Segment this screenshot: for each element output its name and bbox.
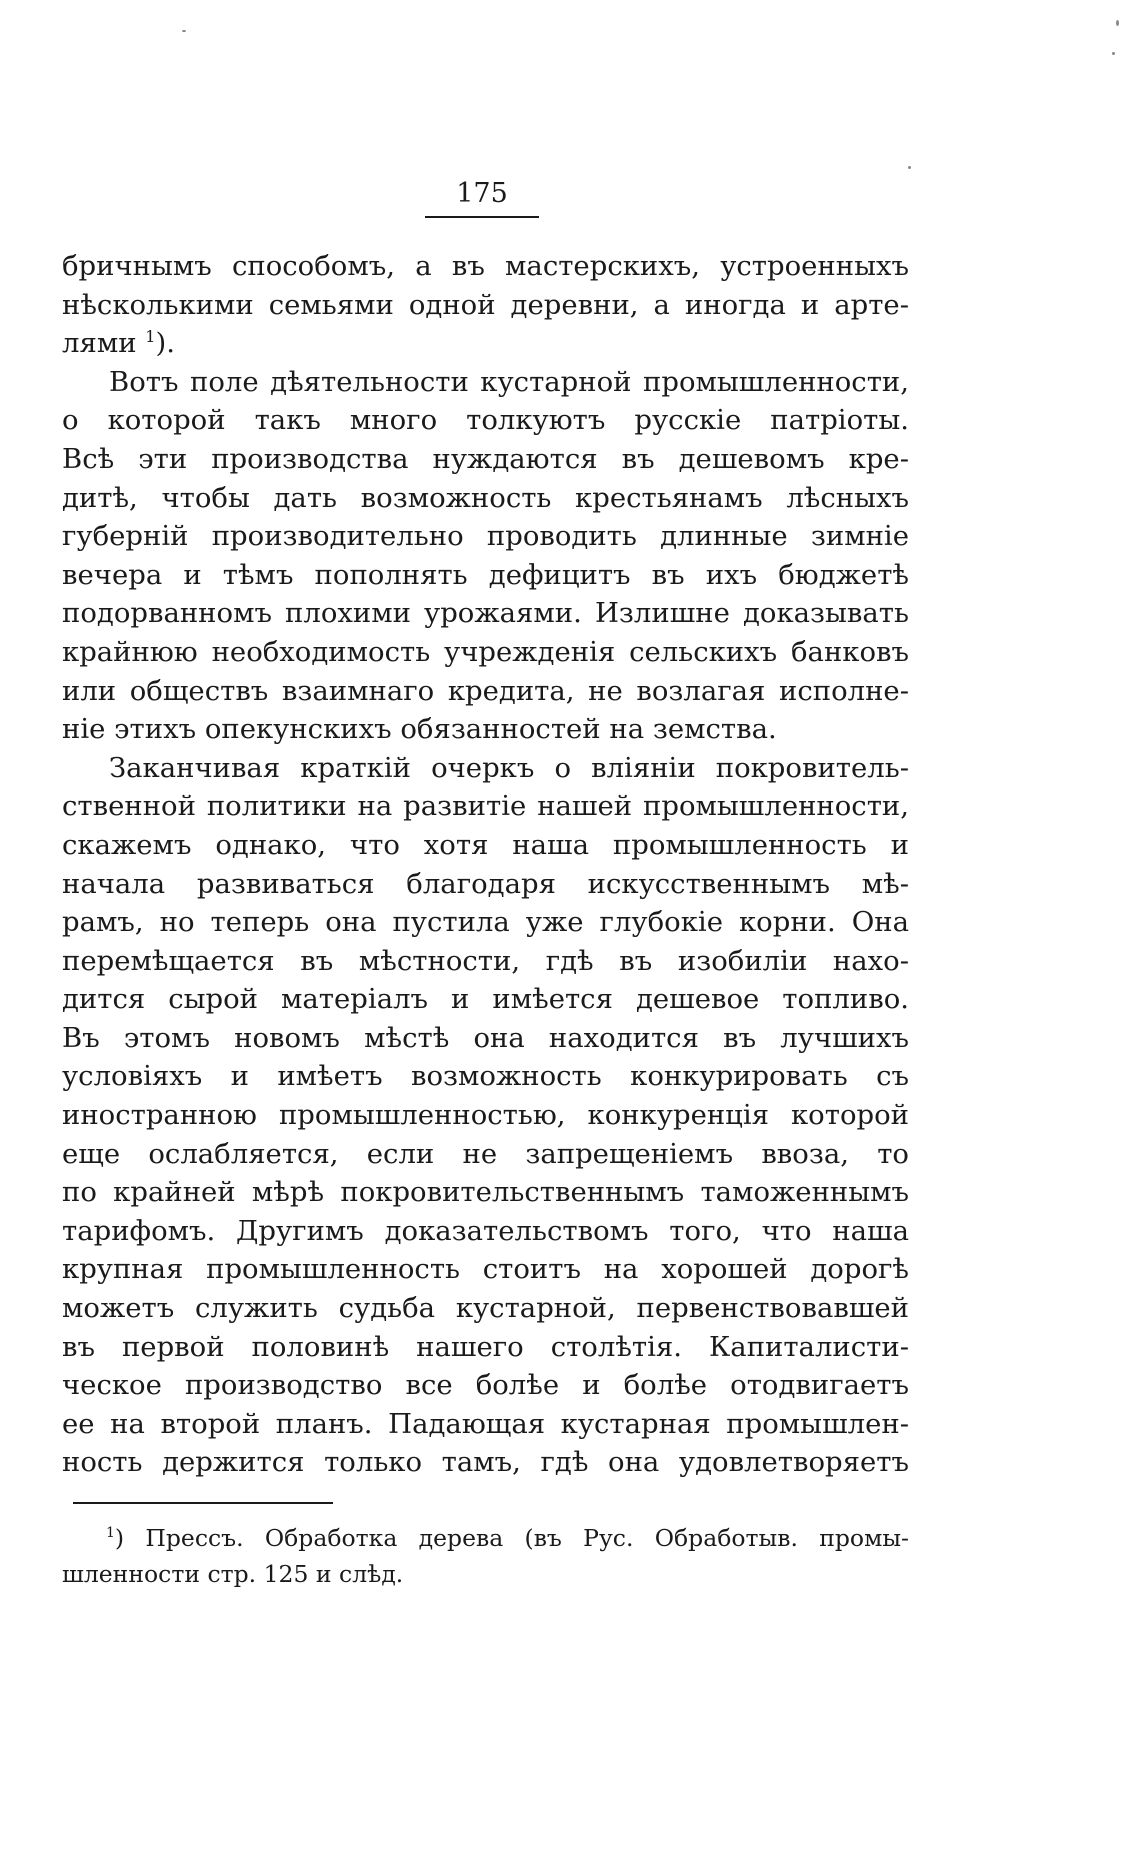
- text-line: нѣсколькими семьями одной деревни, а иногда и арте-: [62, 288, 909, 321]
- text-line: лями: [62, 327, 137, 360]
- text-line: еще ослабляется, если не запрещеніемъ ввоза, то: [62, 1137, 909, 1170]
- text-line: Вотъ поле дѣятельности кустарной промышленности,: [109, 365, 909, 398]
- scan-speck: [908, 166, 911, 169]
- text-line: бричнымъ способомъ, а въ мастерскихъ, устроенныхъ: [62, 250, 909, 282]
- footnote-reference: 1: [145, 327, 156, 347]
- text-line: можетъ служить судьба кустарной, первенствовавшей: [62, 1292, 909, 1325]
- text-line: ческое производство все болѣе и болѣе отодвигаетъ: [62, 1369, 909, 1402]
- footnote-line: шленности стр. 125 и слѣд.: [62, 1560, 404, 1588]
- text-line: крайнюю необходимость учрежденія сельскихъ банковъ: [62, 635, 909, 668]
- footnote: [62, 1520, 909, 1592]
- text-line: дится сырой матеріалъ и имѣется дешевое топливо.: [62, 983, 909, 1016]
- text-line: Всѣ эти производства нуждаются въ дешевомъ кре-: [62, 442, 909, 475]
- text-line: Заканчивая краткій очеркъ о вліяніи покровитель-: [109, 751, 909, 784]
- page-number: 175: [425, 176, 539, 218]
- text-line: тарифомъ. Другимъ доказательствомъ того, что наша: [62, 1214, 909, 1247]
- text-line: иностранною промышленностью, конкуренція которой: [62, 1099, 909, 1132]
- footnote-marker: 1: [106, 1525, 115, 1542]
- text-line: вечера и тѣмъ пополнять дефицитъ въ ихъ бюджетѣ: [62, 558, 909, 591]
- text-line: ніе этихъ опекунскихъ обязанностей на земства.: [62, 713, 777, 746]
- text-line: ственной политики на развитіе нашей промышленности,: [62, 790, 909, 823]
- text-line: подорванномъ плохими урожаями. Излишне доказывать: [62, 597, 909, 630]
- text-line: ее на второй планъ. Падающая кустарная промышлен-: [62, 1407, 909, 1440]
- text-line: дитѣ, чтобы дать возможность крестьянамъ лѣсныхъ: [62, 481, 909, 514]
- text-line: о которой такъ много толкуютъ русскіе патріоты.: [62, 404, 909, 437]
- footnote-divider: [73, 1502, 333, 1504]
- scan-speck: [182, 30, 186, 32]
- footnote-text: ) Прессъ. Обработка дерева (въ Рус. Обработыв. промы-: [114, 1524, 909, 1552]
- text-line: рамъ, но теперь она пустила уже глубокіе корни. Она: [62, 906, 909, 939]
- footnote-reference-close: ).: [155, 327, 175, 360]
- text-line: по крайней мѣрѣ покровительственнымъ таможеннымъ: [62, 1176, 909, 1209]
- footnote-line: [62, 1520, 909, 1556]
- text-line: Въ этомъ новомъ мѣстѣ она находится въ лучшихъ: [62, 1021, 909, 1054]
- scan-speck: [1112, 52, 1115, 55]
- text-line: въ первой половинѣ нашего столѣтія. Капиталисти-: [62, 1330, 909, 1363]
- text-line: ность держится только тамъ, гдѣ она удовлетворяетъ: [62, 1446, 909, 1479]
- text-line: перемѣщается въ мѣстности, гдѣ въ изобиліи нахо-: [62, 944, 909, 977]
- text-line: или обществъ взаимнаго кредита, не возлагая исполне-: [62, 674, 909, 707]
- text-line: крупная промышленность стоитъ на хорошей дорогѣ: [62, 1253, 909, 1286]
- text-line: скажемъ однако, что хотя наша промышленность и: [62, 828, 909, 861]
- scan-speck: [1116, 20, 1119, 26]
- text-line: губерній производительно проводить длинные зимніе: [62, 520, 909, 553]
- text-line: условіяхъ и имѣетъ возможность конкурировать съ: [62, 1060, 909, 1093]
- main-text: [62, 247, 909, 1482]
- text-line-with-footnote-ref: [62, 324, 909, 363]
- text-line: начала развиваться благодаря искусственнымъ мѣ-: [62, 867, 909, 900]
